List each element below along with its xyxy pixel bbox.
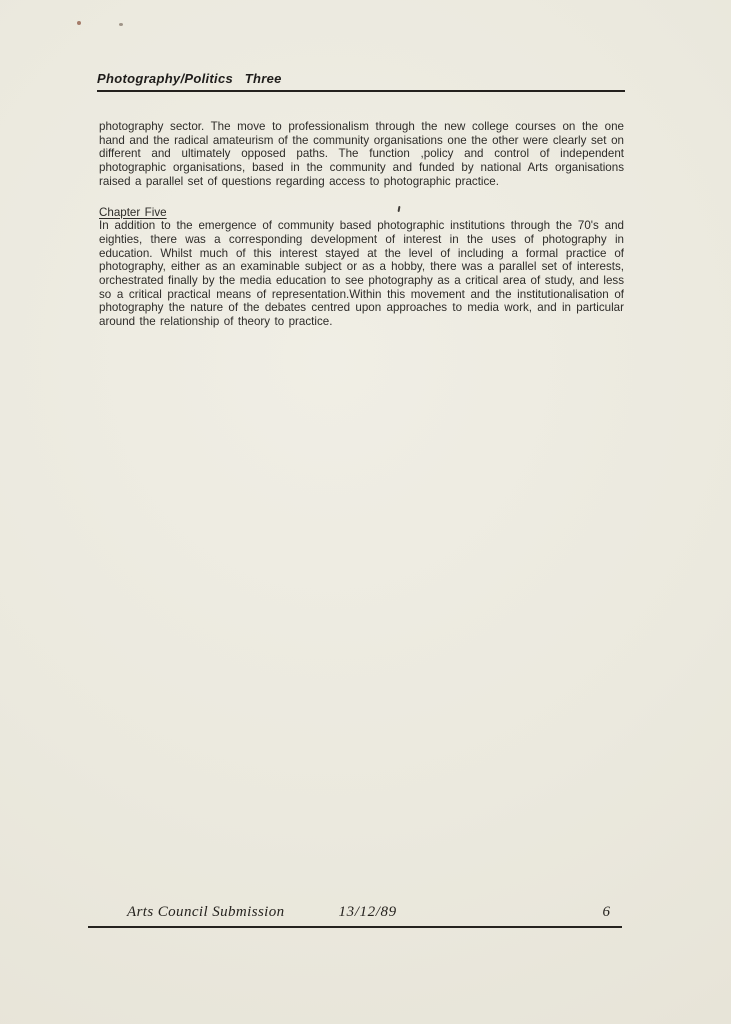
paragraph-two: In addition to the emergence of community based photographic institutions through the 70's and eighties, there was a corresponding development of interest in the uses of photography in education. Whilst much of this interest stayed at the level of including a formal practice of photography, either as an examinable subject or as a hobby, there was a parallel set of interests, orchestrated finally by the media education to see photography as a critical area of study, and less so a critical practical means of representation.Within this movement and the institutionalisation of photography the nature of the debates centred upon approaches to media work, and in particular around the relationship of theory to practice. [99,219,624,329]
chapter-heading: Chapter Five [99,205,167,219]
header-title: Photography/Politics Three [97,71,282,86]
paragraph-one: photography sector. The move to professionalism through the new college courses on the one hand and the radical amateurism of the community organisations one the other were clearly set on different and ultimately opposed paths. The function ,policy and control of independent photographic organisations, based in the community and funded by national Arts organisations raised a parallel set of questions regarding access to photographic practice. [99,120,624,188]
page-header [97,70,625,92]
paper-speck [119,23,123,26]
document-body [99,120,624,329]
page-number: 6 [602,904,610,920]
footer-date: 13/12/89 [338,904,397,920]
page-footer [88,904,622,928]
footer-title: Arts Council Submission [127,904,285,920]
paper-speck [77,21,81,25]
